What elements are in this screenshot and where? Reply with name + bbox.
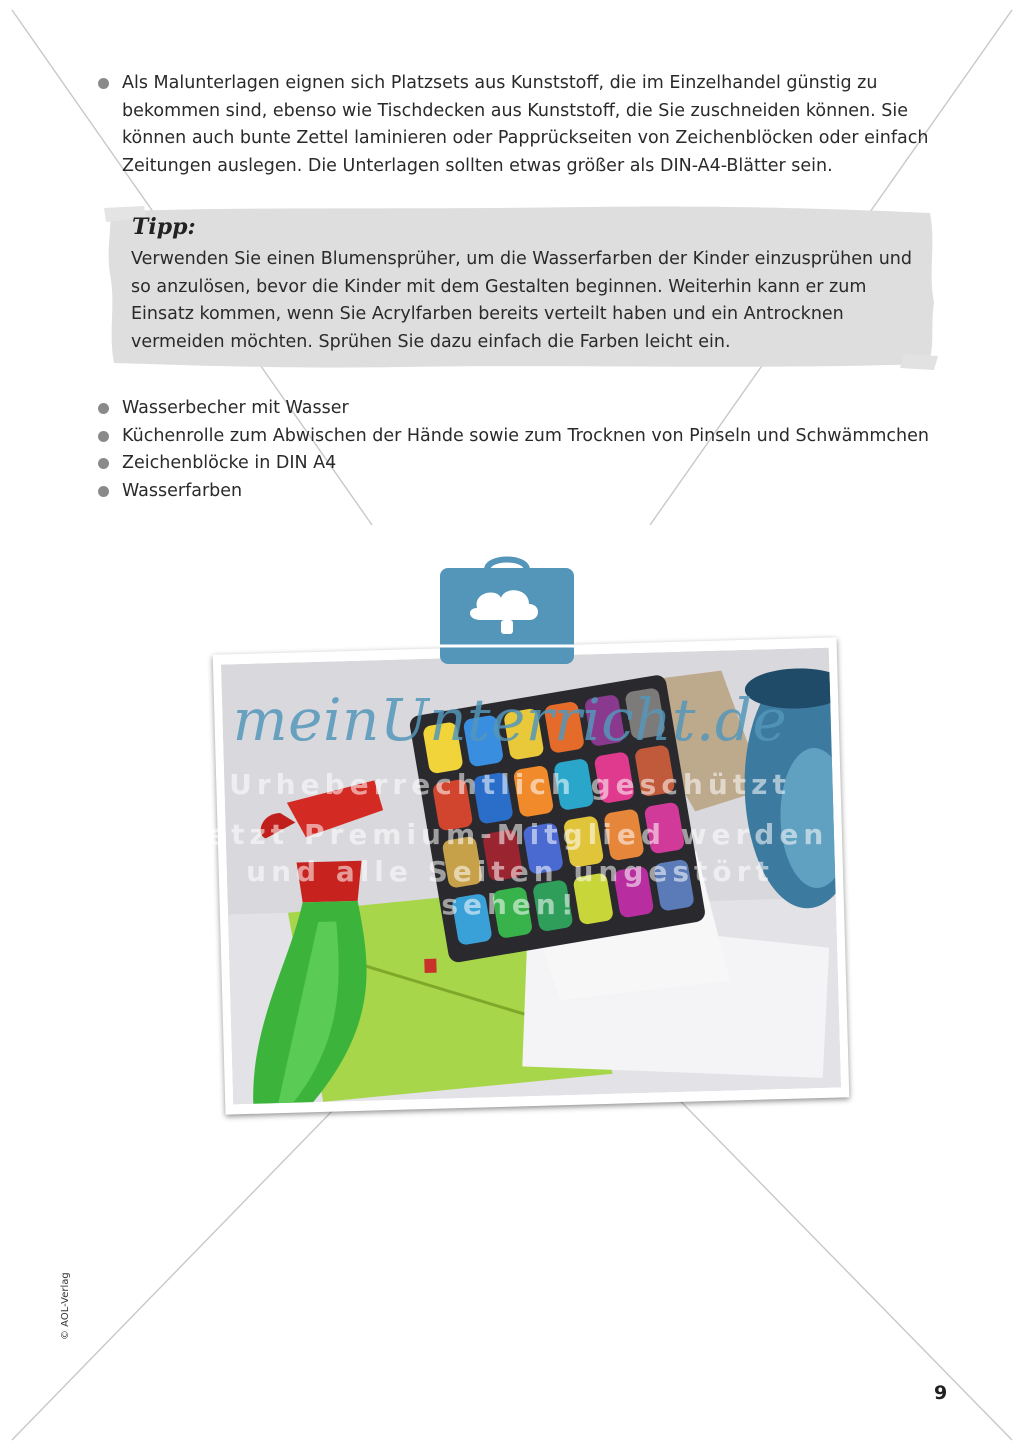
material-list-top	[96, 70, 956, 180]
list-item-text: Als Malunterlagen eignen sich Platzsets aus Kunststoff, die im Einzelhandel günstig zu bekommen sind, ebenso wie Tischdecken aus Kunststoff, die Sie zuschneiden können. Sie können auch bunte Zettel laminieren oder Papprückseiten von Zeichenblöcken oder einfach Zeitungen auslegen. Die Unterlagen sollten etwas größer als DIN-A4-Blätter sein.	[122, 73, 929, 176]
bullet-dot	[98, 431, 109, 442]
copyright-note: © AOL-Verlag	[60, 1272, 71, 1340]
list-item	[96, 395, 956, 423]
list-item	[96, 423, 956, 451]
tip-body: Verwenden Sie einen Blumensprüher, um die Wasserfarben der Kinder einzusprühen und so anzulösen, bevor die Kinder mit dem Gestalten beginnen. Weiterhin kann er zum Einsatz kommen, wenn Sie Acrylfarben bereits verteilt haben und ein Antrocknen vermeiden möchten. Sprühen Sie dazu einfach die Farben leicht ein.	[131, 249, 912, 352]
page-number: 9	[934, 1382, 948, 1404]
list-item	[96, 450, 956, 478]
bullet-dot	[98, 458, 109, 469]
bullet-dot	[98, 403, 109, 414]
list-item-text: Küchenrolle zum Abwischen der Hände sowie zum Trocknen von Pinseln und Schwämmchen	[122, 425, 930, 446]
watermark-text-line: Urheberrechtlich geschützt	[229, 768, 791, 801]
bullet-dot	[98, 78, 109, 89]
list-item-text: Wasserbecher mit Wasser	[122, 398, 349, 418]
tip-box	[104, 204, 938, 370]
list-item-text: Zeichenblöcke in DIN A4	[122, 453, 337, 473]
list-item	[96, 70, 956, 180]
tip-title: Tipp:	[132, 214, 196, 240]
list-item-text: Wasserfarben	[122, 480, 243, 501]
watermark-logo: meinUnterricht.de	[232, 686, 788, 754]
watermark-text-line: und alle Seiten ungestört sehen!	[246, 855, 774, 921]
bullet-dot	[98, 486, 109, 497]
material-list-bottom	[96, 395, 956, 505]
briefcase-cloud-icon	[437, 550, 577, 668]
list-item	[96, 478, 956, 506]
watermark-text-line: Jetzt Premium-Mitglied werden	[191, 818, 829, 851]
